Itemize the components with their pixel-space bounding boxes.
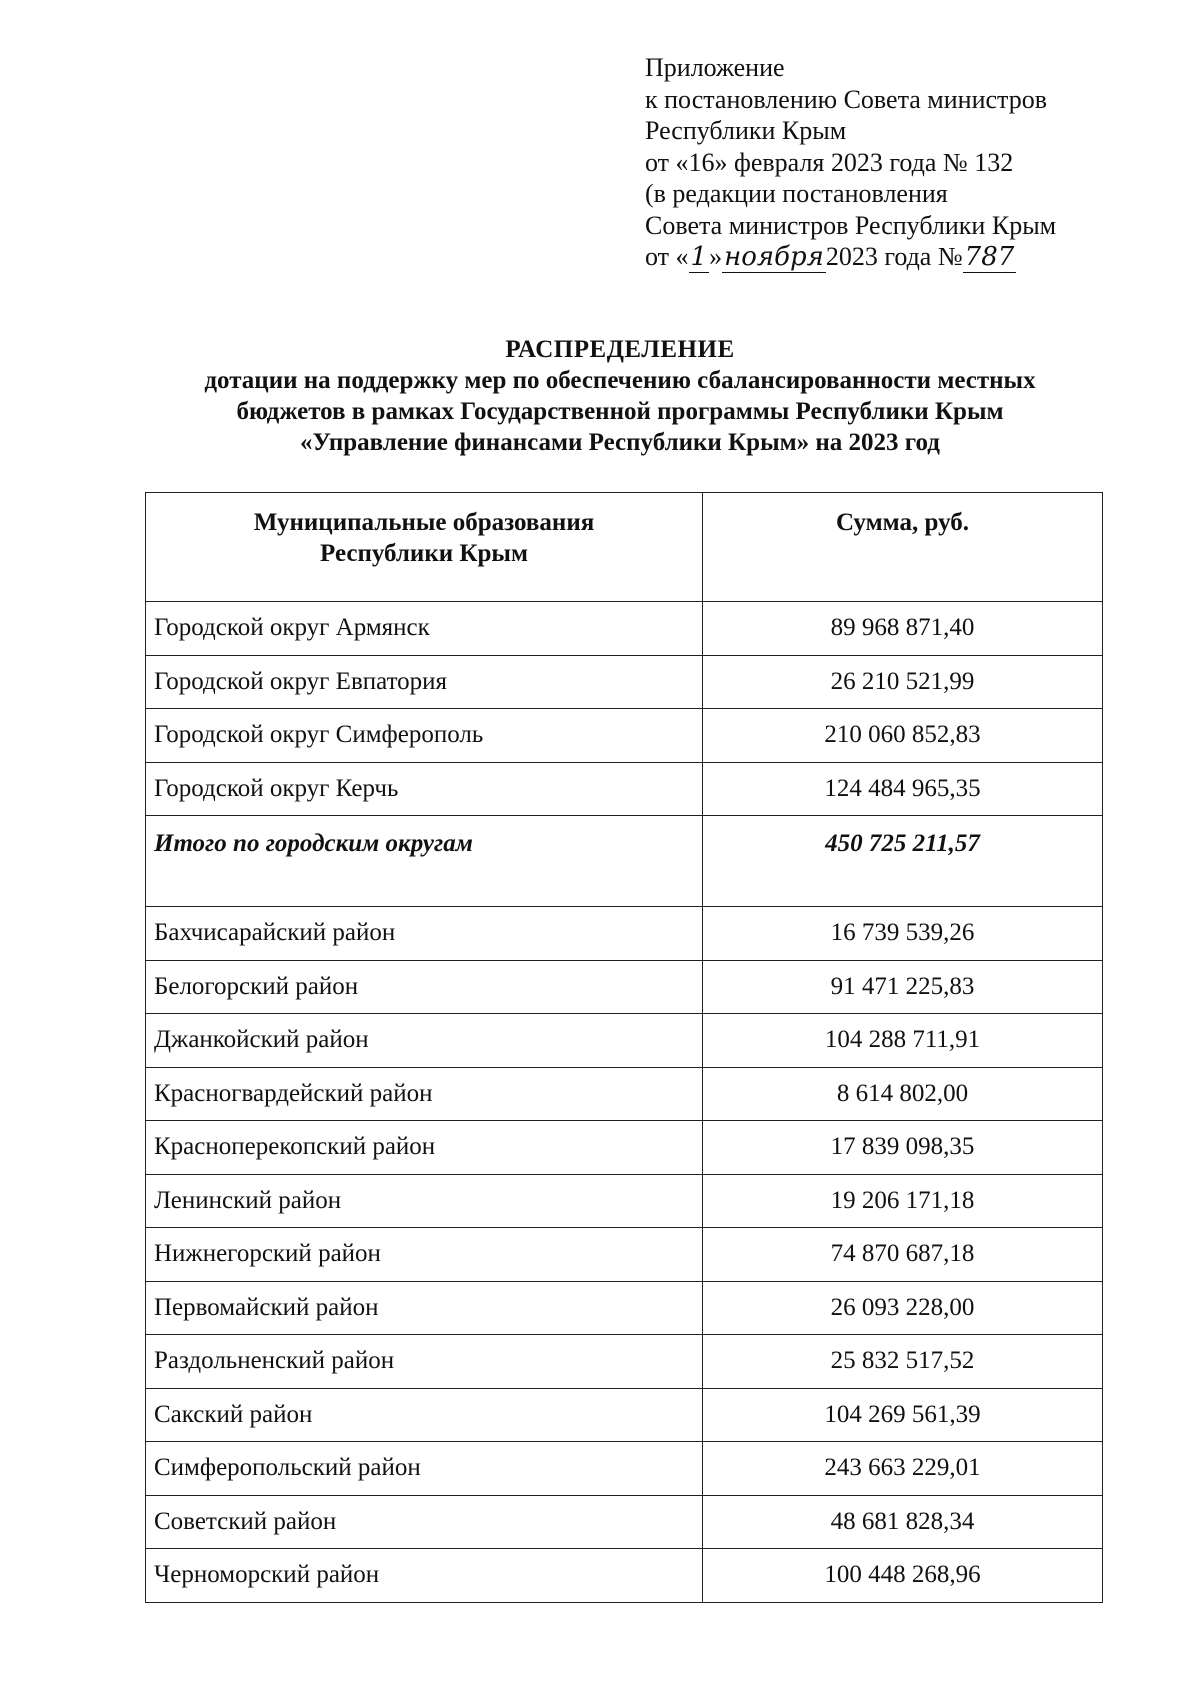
municipality-name: Городской округ Керчь — [146, 762, 703, 816]
amount-value: 26 093 228,00 — [703, 1281, 1103, 1335]
amount-value: 104 288 711,91 — [703, 1014, 1103, 1068]
handwritten-month: ноября — [724, 242, 824, 272]
municipality-name: Городской округ Симферополь — [146, 709, 703, 763]
municipality-name: Нижнегорский район — [146, 1228, 703, 1282]
table-row — [146, 1174, 1103, 1228]
title-main: РАСПРЕДЕЛЕНИЕ — [505, 336, 735, 363]
table-row — [146, 1121, 1103, 1175]
table-row — [146, 1228, 1103, 1282]
amount-value: 17 839 098,35 — [703, 1121, 1103, 1175]
appendix-line: Республики Крым — [645, 116, 847, 145]
table-row — [146, 1067, 1103, 1121]
appendix-line: от «16» февраля 2023 года № 132 — [645, 147, 1014, 177]
municipality-name: Джанкойский район — [146, 1014, 703, 1068]
amount-value: 104 269 561,39 — [703, 1388, 1103, 1442]
amount-value: 19 206 171,18 — [703, 1174, 1103, 1228]
header-amount: Сумма, руб. — [703, 493, 1103, 602]
table-row — [146, 1549, 1103, 1603]
table-row — [146, 602, 1103, 656]
header-municipality — [146, 493, 703, 602]
title-line: дотации на поддержку мер по обеспечению сбалансированности местных — [204, 367, 1036, 394]
amount-value: 26 210 521,99 — [703, 655, 1103, 709]
header-text: Республики Крым — [320, 540, 528, 567]
amount-value: 16 739 539,26 — [703, 907, 1103, 961]
distribution-table — [145, 492, 1103, 1603]
table-row — [146, 1014, 1103, 1068]
municipality-name: Красногвардейский район — [146, 1067, 703, 1121]
amount-value: 48 681 828,34 — [703, 1495, 1103, 1549]
table-row — [146, 709, 1103, 763]
table-row — [146, 1442, 1103, 1496]
municipality-name: Сакский район — [146, 1388, 703, 1442]
table-row — [146, 960, 1103, 1014]
table-row — [146, 1335, 1103, 1389]
handwritten-day: 1 — [690, 242, 708, 272]
table-body — [146, 602, 1103, 1603]
amount-value: 89 968 871,40 — [703, 602, 1103, 656]
municipality-name: Городской округ Армянск — [146, 602, 703, 656]
date-year: 2023 года № — [825, 242, 963, 271]
date-mid: » — [709, 242, 723, 271]
table-row — [146, 762, 1103, 816]
municipality-name: Городской округ Евпатория — [146, 655, 703, 709]
table-row — [146, 1281, 1103, 1335]
municipality-name: Ленинский район — [146, 1174, 703, 1228]
header-text: Муниципальные образования — [253, 509, 595, 536]
amount-value: 8 614 802,00 — [703, 1067, 1103, 1121]
appendix-line: (в редакции постановления — [645, 179, 948, 208]
municipality-name: Черноморский район — [146, 1549, 703, 1603]
document-title — [130, 334, 1110, 458]
appendix-line: к постановлению Совета министров — [645, 84, 1047, 114]
table-row — [146, 907, 1103, 961]
municipality-name: Красноперекопский район — [146, 1121, 703, 1175]
municipality-name: Бахчисарайский район — [146, 907, 703, 961]
table-row — [146, 1495, 1103, 1549]
amount-value: 91 471 225,83 — [703, 960, 1103, 1014]
table-row-total — [146, 816, 1103, 907]
appendix-date-line — [645, 241, 1165, 274]
table-row — [146, 1388, 1103, 1442]
appendix-block — [645, 52, 1165, 274]
appendix-line: Приложение — [645, 53, 785, 82]
amount-value: 74 870 687,18 — [703, 1228, 1103, 1282]
title-line: бюджетов в рамках Государственной программы Республики Крым — [236, 398, 1004, 425]
municipality-name: Белогорский район — [146, 960, 703, 1014]
table-header-row — [146, 493, 1103, 602]
title-line: «Управление финансами Республики Крым» на 2023 год — [300, 429, 940, 456]
handwritten-number: 787 — [964, 242, 1015, 272]
date-prefix: от « — [645, 242, 689, 271]
amount-value: 210 060 852,83 — [703, 709, 1103, 763]
municipality-name: Итого по городским округам — [146, 816, 703, 907]
municipality-name: Раздольненский район — [146, 1335, 703, 1389]
amount-value: 124 484 965,35 — [703, 762, 1103, 816]
table-row — [146, 655, 1103, 709]
appendix-line: Совета министров Республики Крым — [645, 210, 1057, 240]
municipality-name: Симферопольский район — [146, 1442, 703, 1496]
amount-value: 100 448 268,96 — [703, 1549, 1103, 1603]
municipality-name: Советский район — [146, 1495, 703, 1549]
amount-value: 243 663 229,01 — [703, 1442, 1103, 1496]
amount-value: 450 725 211,57 — [703, 816, 1103, 907]
amount-value: 25 832 517,52 — [703, 1335, 1103, 1389]
municipality-name: Первомайский район — [146, 1281, 703, 1335]
